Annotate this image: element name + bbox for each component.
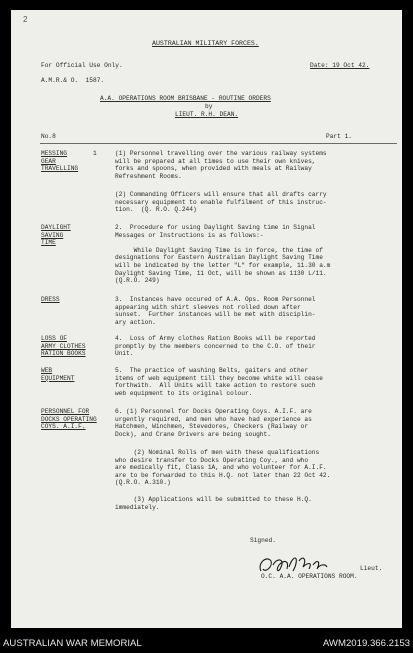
section-text-messing-2: (2) Commanding Officers will ensure that all drafts carry necessary equipment to enable fulfilment of this instruc- tion. (Q. R.O. Q.244) <box>115 191 327 214</box>
section-text-ration-books: 4. Loss of Army clothes Ration Books will be reported promptly by the members concerned to the C.O. of their Unit. <box>115 335 316 358</box>
section-text-docks-1: 6. (1) Personnel for Docks Operating Coys. A.I.F. are urgently required, and men who have had experience as Hatchmen, Winchmen, Stevedores, Checkers (Railway or Dock), and Crane Drivers are being sought. <box>115 408 312 438</box>
footer-bar <box>0 631 413 653</box>
section-text-web-equipment: 5. The practice of washing Belts, gaiters and other items of web equipment till they become white will cease forthwith. All Units will take action to restore such web equipment to its original colour. <box>115 367 323 397</box>
orders-subtitle: A.A. OPERATIONS ROOM BRISBANE - ROUTINE ORDERS <box>100 95 271 102</box>
orders-by: by <box>205 103 213 110</box>
section-text-daylight: 2. Procedure for using Daylight Saving time in Signal Messages or Instructions is as follows:- While Daylight Saving Time is in force, the time of designations for Eastern Australian Daylight Saving Time will be indicated by the letter "L" for example, 11.30 a.m Daylight Saving Time, 11 Oct, will be shown as 1130 L/11. (Q.R.O. 249) <box>115 224 331 285</box>
section-text-dress: 3. Instances have occured of A.A. Ops. Room Personnel appearing with shirt sleeves not rolled down after sunset. Further instances will be met with disciplin- ary action. <box>115 296 316 326</box>
signed-label: Signed. <box>250 537 276 544</box>
header-rule <box>40 143 397 144</box>
section-heading-web-equipment: WEB EQUIPMENT <box>41 367 75 382</box>
section-text-docks-2: (2) Nominal Rolls of men with these qualifications who desire transfer to Docks Operating Coy., and who are medically fit, Class 1A, and who volunteer for A.I.F. are to be forwarded to this H.Q. not later than 22 Oct 42. (Q.R.O. A.310.) <box>115 449 331 487</box>
signature-rank: Lieut. <box>360 565 383 572</box>
date-label: Date: 19 Oct 42. <box>310 62 370 69</box>
orders-author: LIEUT. R.H. DEAN. <box>175 111 239 118</box>
signature-title: O.C. A.A. OPERATIONS ROOM. <box>261 573 358 580</box>
footer-accession-number: AWM2019.366.2153 <box>322 638 410 649</box>
section-heading-daylight: DAYLIGHT SAVING TIME <box>41 224 71 247</box>
document-title: AUSTRALIAN MILITARY FORCES. <box>152 40 259 47</box>
section-heading-ration-books: LOSS OF ARMY CLOTHES RATION BOOKS <box>41 335 86 358</box>
footer-source: AUSTRALIAN WAR MEMORIAL <box>3 638 142 649</box>
section-heading-messing: MESSING GEAR TRAVELLING <box>41 150 79 173</box>
section-text-messing-1: (1) Personnel travelling over the various railway systems will be prepared at all times to use their own knives, forks and spoons, when provided with meals at Railway Refreshment Rooms. <box>115 150 327 180</box>
part-label: Part 1. <box>326 133 352 140</box>
reference-number: A.M.R.& O. 1587. <box>41 77 105 84</box>
page-number: 2 <box>23 15 28 24</box>
section-number-1: 1 <box>93 150 97 157</box>
section-heading-dress: DRESS <box>41 296 60 303</box>
order-number: No.8 <box>41 133 56 140</box>
official-use-label: For Official Use Only. <box>41 62 123 69</box>
section-heading-docks: PERSONNEL FOR DOCKS OPERATING COYS. A.I.F. <box>41 408 97 431</box>
section-text-docks-3: (3) Applications will be submitted to these H.Q. immediately. <box>115 496 312 511</box>
